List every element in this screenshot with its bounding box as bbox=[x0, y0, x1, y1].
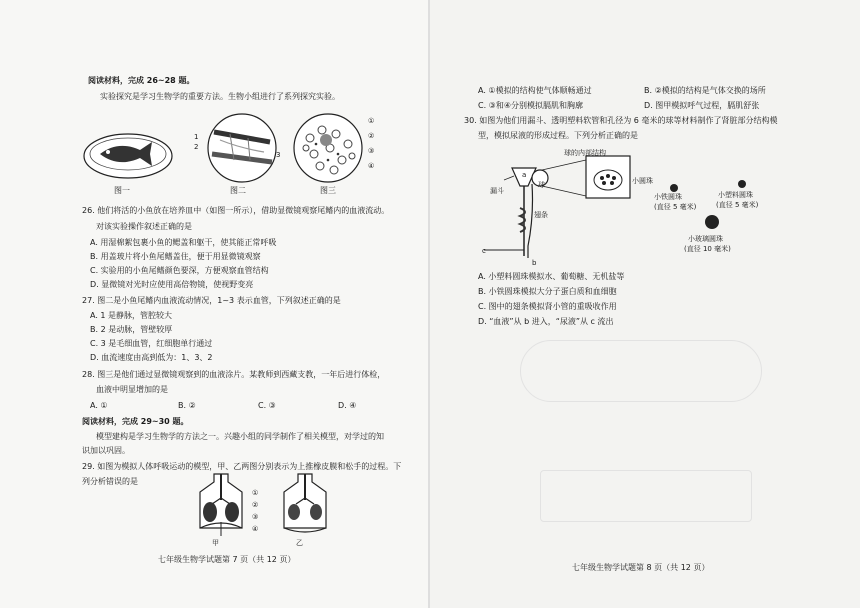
bleed-through-shape bbox=[540, 470, 752, 522]
figure-1-caption: 图一 bbox=[114, 186, 130, 195]
q27-option-d: D. 血流速度由高到低为：1、3、2 bbox=[90, 353, 213, 362]
fig30-label-ball: 球 bbox=[538, 181, 545, 189]
figure-2-caption: 图二 bbox=[230, 186, 246, 195]
left-page-footer: 七年级生物学试题第 7 页（共 12 页） bbox=[158, 555, 296, 564]
reading-header-2: 阅读材料，完成 29~30 题。 bbox=[82, 417, 189, 426]
figure-3-label-4: ④ bbox=[368, 162, 375, 170]
figure-2-label-2: 2 bbox=[194, 143, 199, 151]
fig30-glass-bead-size: (直径 10 毫米) bbox=[684, 245, 731, 253]
figure-29-jar-b bbox=[270, 470, 340, 538]
q30-stem-line2: 型，模拟尿液的形成过程。下列分析正确的是 bbox=[478, 131, 638, 140]
figure-29-label-3: ③ bbox=[252, 513, 259, 521]
fig30-label-b: b bbox=[532, 259, 537, 267]
q29-stem-line1: 29. 如图为模拟人体呼吸运动的模型，甲、乙两图分别表示为上推橡皮膜和松手的过程。下 bbox=[82, 462, 402, 471]
fig30-plastic-bead-label: 小塑料圆珠 bbox=[718, 191, 753, 199]
figure-29-label-2: ② bbox=[252, 501, 259, 509]
q28-option-a: A. ① bbox=[90, 401, 108, 410]
q27-option-a: A. 1 是静脉，管腔较大 bbox=[90, 311, 173, 320]
figure-1-petri-dish bbox=[78, 126, 178, 186]
q28-option-b: B. ② bbox=[178, 401, 196, 410]
fig30-iron-bead-label: 小铁圆珠 bbox=[654, 193, 682, 201]
q26-option-c: C. 实验用的小鱼尾鳍颜色要深，方便观察血管结构 bbox=[90, 266, 269, 275]
reading-header-1: 阅读材料，完成 26~28 题。 bbox=[88, 76, 195, 85]
right-page bbox=[430, 0, 860, 608]
reading-intro-2-line1: 模型建构是学习生物学的方法之一。兴趣小组的同学制作了相关模型，对学过的知 bbox=[96, 432, 384, 441]
figure-3-caption: 图三 bbox=[320, 186, 336, 195]
q29-option-c: C. ③和④分别模拟膈肌和胸廓 bbox=[478, 101, 584, 110]
fig30-plastic-bead-size: (直径 5 毫米) bbox=[716, 201, 759, 209]
q30-option-c: C. 图中的翅条模拟肾小管的重吸收作用 bbox=[478, 302, 617, 311]
figure-3-label-1: ① bbox=[368, 117, 375, 125]
q28-option-d: D. ④ bbox=[338, 401, 357, 410]
q28-stem-line1: 28. 图三是他们通过显微镜观察到的血液涂片。某教师到西藏支教，一年后进行体检， bbox=[82, 370, 386, 379]
q30-stem-line1: 30. 如图为他们用漏斗、透明塑料软管和孔径为 6 毫米的球等材料制作了肾脏部分结构模 bbox=[464, 116, 778, 125]
q26-stem-line1: 26. 他们将活的小鱼放在培养皿中（如图一所示），借助显微镜观察尾鳍内的血液流动。 bbox=[82, 206, 390, 215]
fig30-glass-bead-label: 小玻璃圆珠 bbox=[688, 235, 723, 243]
figure-29-label-yi: 乙 bbox=[296, 539, 303, 547]
q28-stem-line2: 血液中明显增加的是 bbox=[96, 385, 168, 394]
fig30-label-a: a bbox=[522, 171, 527, 179]
figure-3-label-3: ③ bbox=[368, 147, 375, 155]
reading-intro-1: 实验探究是学习生物学的重要方法。生物小组进行了系列探究实验。 bbox=[100, 92, 340, 101]
q26-option-d: D. 显微镜对光时应使用高倍物镜，使视野变亮 bbox=[90, 280, 254, 289]
figure-29-label-4: ④ bbox=[252, 525, 259, 533]
figure-2-label-1: 1 bbox=[194, 133, 199, 141]
q27-option-c: C. 3 是毛细血管，红细胞单行通过 bbox=[90, 339, 213, 348]
fig30-label-small-ball: 小圆珠 bbox=[632, 177, 653, 185]
q29-option-b: B. ②模拟的结构是气体交换的场所 bbox=[644, 86, 766, 95]
bleed-through-shape bbox=[520, 340, 762, 402]
figure-2-label-3: 3 bbox=[276, 151, 281, 159]
q29-option-a: A. ①模拟的结构使气体顺畅通过 bbox=[478, 86, 592, 95]
q26-option-b: B. 用盖玻片将小鱼尾鳍盖住，便于用显微镜观察 bbox=[90, 252, 261, 261]
q29-stem-line2: 列分析错误的是 bbox=[82, 477, 138, 486]
figure-2-fin-vessels bbox=[200, 108, 280, 188]
q30-option-a: A. 小塑料圆珠模拟水、葡萄糖、无机盐等 bbox=[478, 272, 625, 281]
figure-29-label-jia: 甲 bbox=[212, 539, 219, 547]
q26-stem-line2: 对该实验操作叙述正确的是 bbox=[96, 222, 192, 231]
figure-3-label-2: ② bbox=[368, 132, 375, 140]
fig30-label-wire: 翅条 bbox=[534, 211, 548, 219]
figure-29-label-1: ① bbox=[252, 489, 259, 497]
fig30-label-funnel: 漏斗 bbox=[490, 187, 504, 195]
q29-option-d: D. 图甲模拟呼气过程，膈肌舒张 bbox=[644, 101, 760, 110]
q28-option-c: C. ③ bbox=[258, 401, 276, 410]
figure-29-jar-a bbox=[186, 470, 259, 538]
q30-option-d: D. “血液”从 b 进入，“尿液”从 c 流出 bbox=[478, 317, 614, 326]
fig30-label-ball-structure: 球的内部结构 bbox=[564, 149, 606, 157]
fig30-label-c: c bbox=[482, 247, 486, 255]
reading-intro-2-line2: 识加以巩固。 bbox=[82, 446, 130, 455]
q26-option-a: A. 用湿棉絮包裹小鱼的鳃盖和躯干，使其能正常呼吸 bbox=[90, 238, 277, 247]
figure-3-blood-smear bbox=[292, 110, 368, 186]
fig30-iron-bead-size: (直径 5 毫米) bbox=[654, 203, 697, 211]
q30-option-b: B. 小铁圆珠模拟大分子蛋白质和血细胞 bbox=[478, 287, 617, 296]
q27-stem: 27. 图二是小鱼尾鳍内血液流动情况，1~3 表示血管，下列叙述正确的是 bbox=[82, 296, 341, 305]
right-page-footer: 七年级生物学试题第 8 页（共 12 页） bbox=[572, 563, 710, 572]
q27-option-b: B. 2 是动脉，管壁较厚 bbox=[90, 325, 173, 334]
figure-30-kidney-model bbox=[474, 146, 674, 268]
